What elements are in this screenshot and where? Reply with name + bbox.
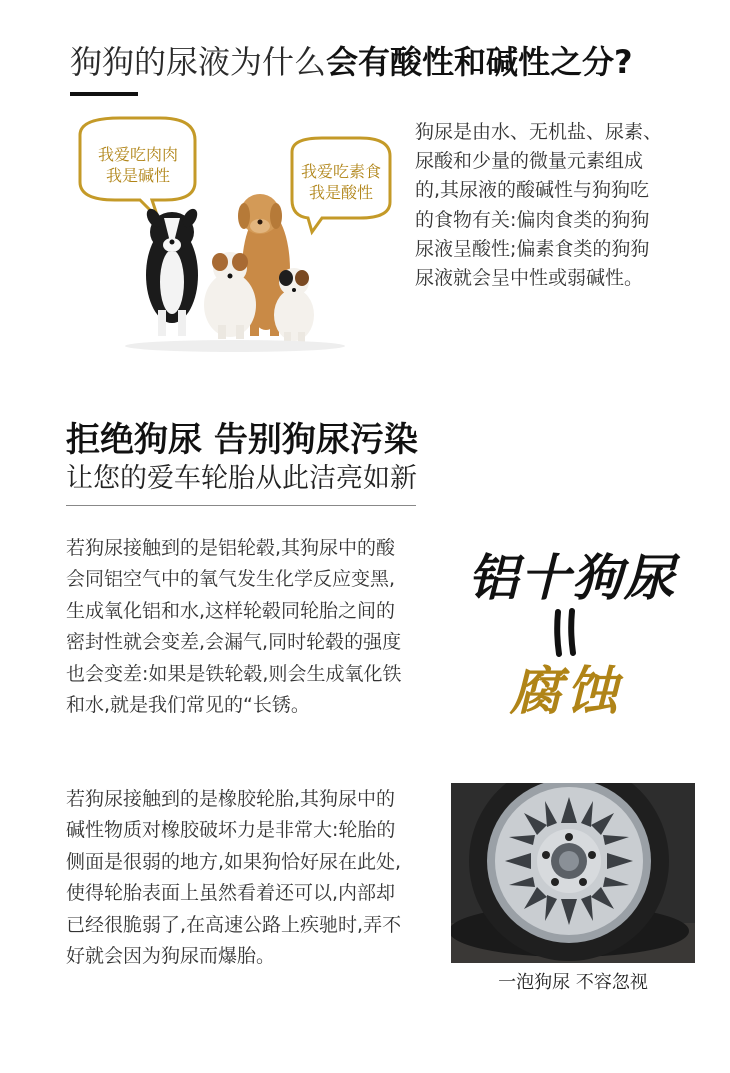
section2-subtitle: 让您的爱车轮胎从此洁亮如新 — [66, 463, 417, 494]
bubble-left-line1: 我爱吃肉肉 — [97, 147, 179, 164]
bubble-right-line1: 我爱吃素食 — [300, 164, 382, 181]
section2-divider — [66, 505, 416, 506]
speech-bubble-left — [80, 118, 195, 218]
dogs-illustration — [60, 110, 400, 360]
tire-photo — [451, 783, 695, 963]
section1-title — [70, 40, 710, 84]
title-light-part: 狗狗的尿液为什么 — [70, 43, 327, 81]
dog-border-collie — [144, 206, 200, 336]
section2-title: 拒绝狗尿 告别狗尿污染 — [66, 420, 418, 460]
section1-body: 狗尿是由水、无机盐、尿素、尿酸和少量的微量元素组成的,其尿液的酸碱性与狗狗吃的食物有关:偏肉食类的狗狗尿液呈酸性;偏素食类的狗狗尿液就会呈中性或弱碱性。 — [415, 121, 663, 290]
equals-sign — [546, 608, 586, 658]
calligraphy-aluminum-urine: 铝十狗尿 — [468, 548, 676, 607]
rubber-tire-paragraph: 若狗尿接触到的是橡胶轮胎,其狗尿中的碱性物质对橡胶破坏力是非常大:轮胎的侧面是很弱的地方,如果狗恰好尿在此处,使得轮胎表面上虽然看着还可以,内部却已经很脆弱了,在高速公路上疾驰时,弄不好就会因为狗尿而爆胎。 — [66, 788, 402, 968]
title-bold-part: 会有酸性和碱性之分? — [326, 43, 633, 81]
bubble-left-line2: 我是碱性 — [105, 168, 171, 185]
aluminum-wheel-paragraph: 若狗尿接触到的是铝轮毂,其狗尿中的酸会同铝空气中的氧气发生化学反应变黑,生成氧化铝和水,这样轮毂同轮胎之间的密封性就会变差,会漏气,同时轮毂的强度也会变差:如果是铁轮毂,则会生成氧化铁和水,就是我们常见的“长锈。 — [66, 537, 402, 717]
bubble-right-line2: 我是酸性 — [308, 185, 374, 202]
calligraphy-corrosion: 腐蚀 — [510, 661, 623, 722]
speech-bubble-right — [292, 138, 390, 232]
dog-terrier-2 — [274, 268, 314, 344]
tire-caption: 一泡狗尿 不容忽视 — [498, 972, 648, 993]
title-underline — [70, 92, 138, 96]
